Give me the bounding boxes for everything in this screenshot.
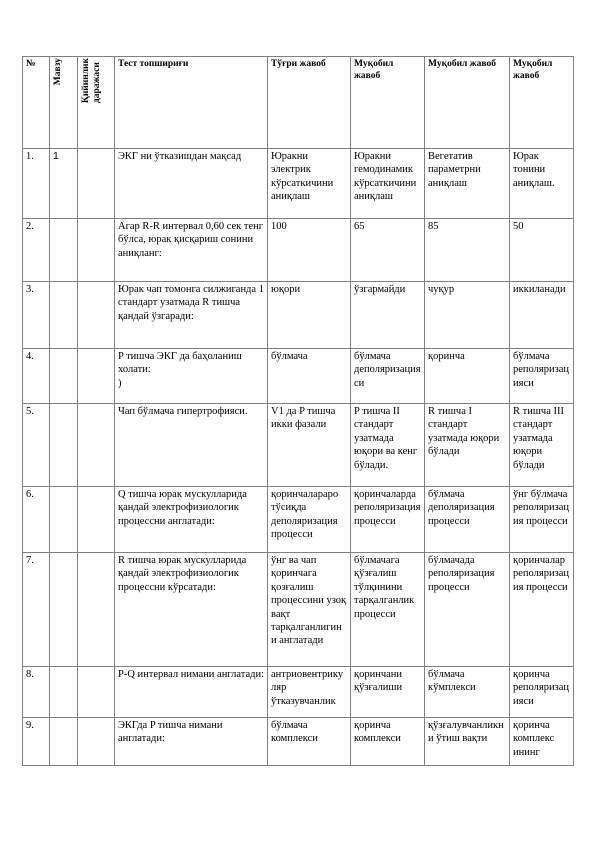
cell-task: Q тишча юрак мускулларида қандай электрофизиологик процессни англатади: (115, 487, 268, 553)
cell-task: R тишча юрак мускулларида қандай электрофизиологик процессни кўрсатади: (115, 553, 268, 667)
cell-correct: бўлмача (268, 349, 351, 404)
cell-correct: 100 (268, 219, 351, 282)
cell-level (78, 149, 115, 219)
cell-num: 7. (23, 553, 50, 667)
cell-alt1: Юракни гемодинамик кўрсаткичини аниқлаш (351, 149, 425, 219)
cell-task: P-Q интервал нимани англатади: (115, 667, 268, 718)
cell-correct: V1 да P тишча икки фазали (268, 404, 351, 487)
cell-task: ЭКГ ни ўтказишдан мақсад (115, 149, 268, 219)
cell-alt2: қоринча (425, 349, 510, 404)
cell-alt1: қоринчаларда реполяризация процесси (351, 487, 425, 553)
cell-correct: юқори (268, 282, 351, 349)
cell-topic (50, 349, 78, 404)
header-correct: Тўғри жавоб (268, 57, 351, 149)
cell-correct: ўнг ва чап қоринчага қозғалиш процессини узоқ вақт тарқалганлигини англатади (268, 553, 351, 667)
cell-num: 5. (23, 404, 50, 487)
cell-alt1: P тишча II стандарт узатмада юқори ва кенг бўлади. (351, 404, 425, 487)
cell-alt3: иккиланади (510, 282, 574, 349)
table-row (23, 149, 574, 219)
cell-num: 3. (23, 282, 50, 349)
header-task: Тест топшириғи (115, 57, 268, 149)
test-table (22, 56, 574, 766)
table-row (23, 487, 574, 553)
cell-topic (50, 487, 78, 553)
cell-task: P тишча ЭКГ да баҳоланиш холати: ) (115, 349, 268, 404)
cell-alt3: қоринча реполяризацияси (510, 667, 574, 718)
cell-alt1: бўлмачага қўзғалиш тўлқинини тарқалганлик процесси (351, 553, 425, 667)
cell-alt2: Вегетатив параметрни аниқлаш (425, 149, 510, 219)
header-topic (50, 57, 78, 149)
table-row (23, 667, 574, 718)
header-row (23, 57, 574, 149)
cell-alt3: қоринча комплекс ининг (510, 718, 574, 766)
cell-topic (50, 667, 78, 718)
cell-topic (50, 718, 78, 766)
cell-alt1: қоринча комплекси (351, 718, 425, 766)
cell-alt2: чуқур (425, 282, 510, 349)
cell-alt3: Юрак тонини аниқлаш. (510, 149, 574, 219)
header-topic-label: Мавзу (53, 58, 63, 86)
cell-alt1: 65 (351, 219, 425, 282)
header-alt2: Муқобил жавоб (425, 57, 510, 149)
cell-alt3: ўнг бўлмача реполяризация процесси (510, 487, 574, 553)
table-row (23, 553, 574, 667)
cell-alt1: ўзгармайди (351, 282, 425, 349)
cell-level (78, 487, 115, 553)
cell-topic: 1 (50, 149, 78, 219)
table-row (23, 404, 574, 487)
cell-correct: антриовентрикуляр ўтказувчанлик (268, 667, 351, 718)
cell-correct: қоринчаларарo тўсиқда деполяризация процесси (268, 487, 351, 553)
cell-alt2: бўлмача деполяризация процесси (425, 487, 510, 553)
header-alt3: Муқобил жавоб (510, 57, 574, 149)
cell-level (78, 219, 115, 282)
cell-topic (50, 219, 78, 282)
cell-num: 6. (23, 487, 50, 553)
cell-task: Агар R-R интервал 0,60 сек тенг бўлса, юрак қисқариш сонини аниқланг: (115, 219, 268, 282)
cell-correct: Юракни электрик кўрсаткичини аниқлаш (268, 149, 351, 219)
cell-level (78, 718, 115, 766)
cell-num: 8. (23, 667, 50, 718)
cell-task: Чап бўлмача гипертрофияси. (115, 404, 268, 487)
header-number: № (23, 57, 50, 149)
cell-num: 4. (23, 349, 50, 404)
table-row (23, 282, 574, 349)
cell-task: ЭКГда P тишча нимани англатади: (115, 718, 268, 766)
cell-level (78, 404, 115, 487)
cell-topic (50, 282, 78, 349)
cell-alt2: R тишча I стандарт узатмада юқори бўлади (425, 404, 510, 487)
header-difficulty-label: Қийинлик даражаси (81, 58, 102, 104)
cell-task: Юрак чап томонга силжиганда 1 стандарт узатмада R тишча қандай ўзгаради: (115, 282, 268, 349)
cell-alt1: қоринчани қўзғалиши (351, 667, 425, 718)
table-row (23, 219, 574, 282)
cell-alt1: бўлмача деполяризацияси (351, 349, 425, 404)
cell-alt2: қўзғалувчанликни ўтиш вақти (425, 718, 510, 766)
table-row (23, 349, 574, 404)
cell-level (78, 667, 115, 718)
cell-alt3: қоринчалар реполяризация процесси (510, 553, 574, 667)
cell-alt2: 85 (425, 219, 510, 282)
cell-alt3: 50 (510, 219, 574, 282)
table-row (23, 718, 574, 766)
cell-alt3: бўлмача реполяризацияси (510, 349, 574, 404)
cell-level (78, 282, 115, 349)
header-difficulty (78, 57, 115, 149)
cell-topic (50, 553, 78, 667)
cell-level (78, 553, 115, 667)
cell-num: 1. (23, 149, 50, 219)
cell-num: 9. (23, 718, 50, 766)
cell-alt3: R тишча III стандарт узатмада юқори бўлади (510, 404, 574, 487)
cell-topic (50, 404, 78, 487)
cell-alt2: бўлмачада реполяризация процесси (425, 553, 510, 667)
cell-alt2: бўлмача кўмплекси (425, 667, 510, 718)
cell-level (78, 349, 115, 404)
cell-num: 2. (23, 219, 50, 282)
header-alt1: Муқобил жавоб (351, 57, 425, 149)
cell-correct: бўлмача комплекси (268, 718, 351, 766)
